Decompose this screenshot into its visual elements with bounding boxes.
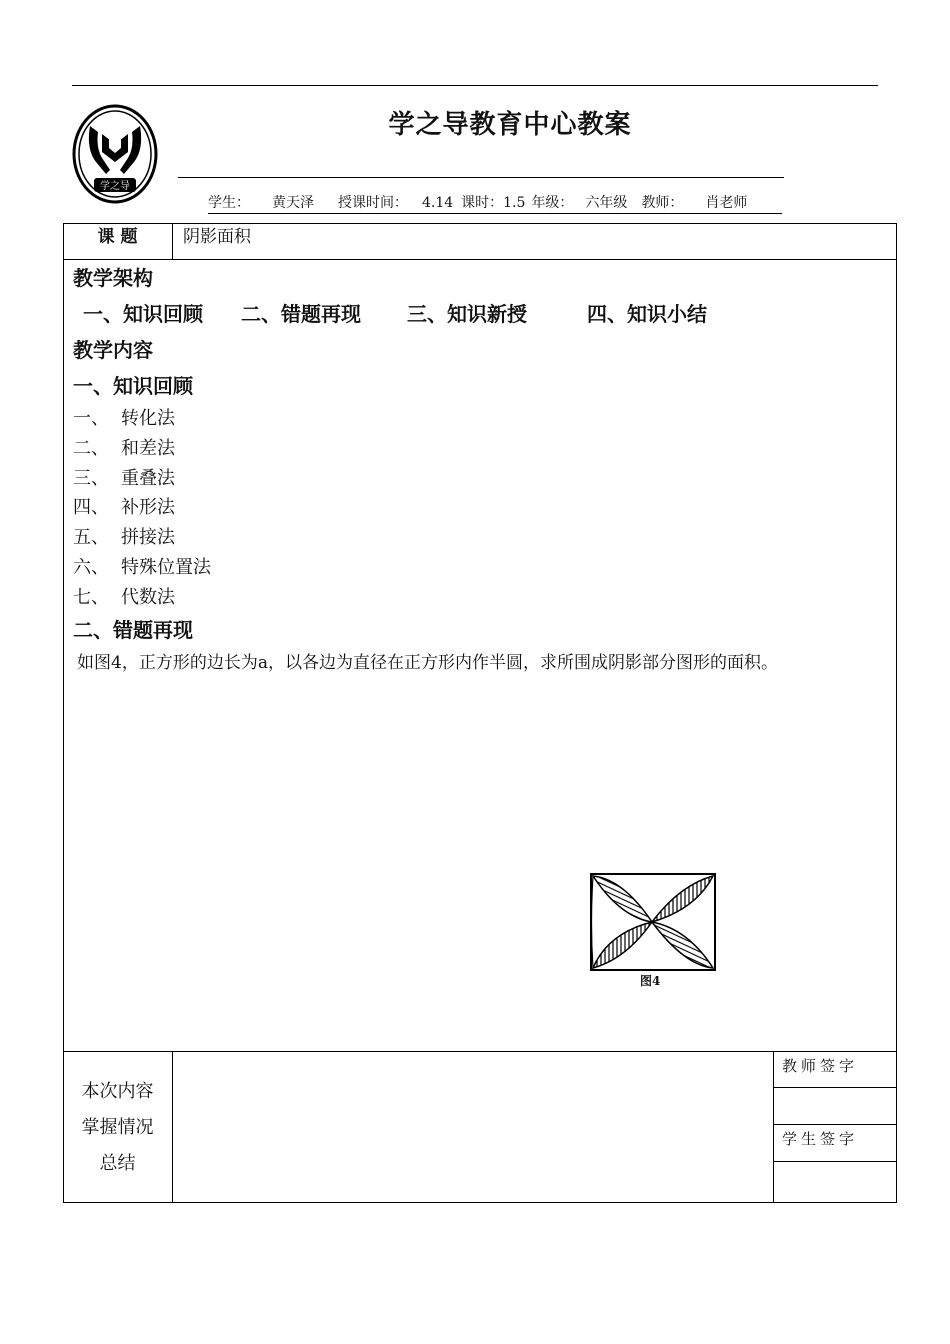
hours-label: 课时： bbox=[461, 195, 504, 211]
top-rule bbox=[72, 85, 878, 86]
error-heading: 二、错题再现 bbox=[73, 618, 193, 642]
signature-column bbox=[773, 1052, 897, 1203]
framework-heading: 教学架构 bbox=[73, 266, 153, 290]
list-item: 二、 和差法 bbox=[73, 438, 175, 459]
teacher-sign-field[interactable] bbox=[774, 1088, 897, 1125]
topic-row bbox=[63, 223, 897, 260]
framework-item: 四、知识小结 bbox=[587, 302, 707, 326]
grade-label: 年级： bbox=[531, 195, 574, 211]
page-title: 学之导教育中心教案 bbox=[388, 110, 632, 140]
review-heading: 一、知识回顾 bbox=[73, 374, 193, 398]
teacher-sign-label: 教师签字 bbox=[774, 1052, 897, 1088]
figure-four-petals bbox=[588, 866, 718, 986]
summary-label: 本次内容 掌握情况 总结 bbox=[63, 1052, 173, 1203]
logo-text: 学之导 bbox=[100, 181, 130, 192]
figure-caption: 图4 bbox=[640, 974, 661, 988]
content-heading: 教学内容 bbox=[73, 338, 153, 362]
list-item: 四、 补形法 bbox=[73, 497, 175, 518]
grade-value: 六年级 bbox=[585, 195, 628, 211]
list-item: 三、 重叠法 bbox=[73, 468, 175, 489]
title-rule bbox=[178, 177, 784, 178]
student-sign-field[interactable] bbox=[774, 1162, 897, 1203]
topic-value: 阴影面积 bbox=[183, 227, 251, 247]
lesson-time: 4.14 bbox=[422, 195, 454, 211]
student-name: 黄天泽 bbox=[272, 195, 314, 211]
list-item: 七、 代数法 bbox=[73, 587, 175, 608]
problem-text: 如图4，正方形的边长为a，以各边为直径在正方形内作半圆，求所围成阴影部分图形的面积。 bbox=[77, 653, 778, 673]
framework-item: 二、错题再现 bbox=[241, 302, 361, 326]
topic-label: 课 题 bbox=[63, 223, 173, 259]
teacher-label: 教师： bbox=[641, 195, 684, 211]
lesson-info bbox=[208, 192, 782, 214]
time-label: 授课时间： bbox=[338, 195, 408, 211]
list-item: 五、 拼接法 bbox=[73, 527, 175, 548]
school-logo bbox=[72, 104, 158, 204]
list-item: 一、 转化法 bbox=[73, 408, 175, 429]
student-sign-label: 学生签字 bbox=[774, 1125, 897, 1162]
teacher-name: 肖老师 bbox=[705, 195, 748, 211]
list-item: 六、 特殊位置法 bbox=[73, 557, 211, 578]
framework-item: 一、知识回顾 bbox=[83, 302, 203, 326]
summary-row bbox=[63, 1051, 897, 1203]
lesson-hours: 1.5 bbox=[503, 195, 526, 211]
framework-item: 三、知识新授 bbox=[407, 302, 527, 326]
student-label: 学生： bbox=[208, 195, 250, 211]
